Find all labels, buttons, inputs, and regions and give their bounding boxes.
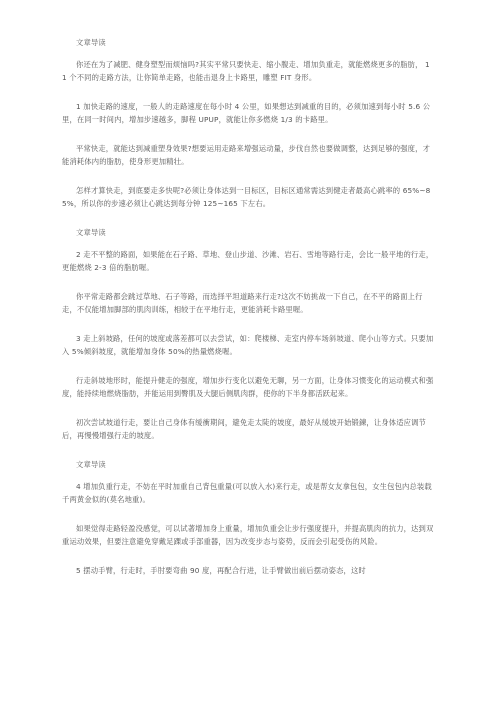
paragraph: 行走斜坡地形时，能提升健走的强度，增加步行变化以避免无聊，另一方面，让身体习惯变化的运动模式和强度，能持续地燃烧脂肪，并能运用到臀肌及大腿后侧肌肉群，使你的下半身都活跃起来。 [62,376,434,398]
section-heading: 文章导读 [76,38,106,47]
paragraph: 4 增加负重行走，不妨在平时加重自己背包重量(可以放入水)来行走，或是帮女友拿包包，女生包包内总装载千两黄金似的(莫名地重)。 [62,482,432,504]
paragraph: 3 走上斜坡路，任何的坡度或落差都可以去尝试，如：爬楼梯、走室内停车场斜坡道、爬小山等方式。只要加入 5%倾斜坡度，就能增加身体 50%的热量燃烧喔。 [62,334,434,356]
paragraph: 平常快走，就能达到减重塑身效果?想要运用走路来增强运动量，步伐自然也要做调整，达到足够的强度，才能消耗体内的脂肪，使身形更加精壮。 [62,144,431,166]
paragraph: 怎样才算快走，到底要走多快呢?必须让身体达到一目标区，目标区通常需达到健走者最高心跳率的 65%~85%，所以你的步速必须让心跳达到每分钟 125~165 下左右。 [62,186,431,208]
section-heading: 文章导读 [76,460,106,469]
paragraph: 你平常走路都会跳过草地、石子等路，而选择平坦道路来行走?这次不妨挑战一下自己，在不平的路面上行走，不仅能增加脚部的肌肉训练，相较于在平地行走，更能消耗卡路里喔。 [62,292,423,314]
document-body [62,36,434,593]
paragraph: 初次尝试坡道行走，要让自己身体有缓衝期间，避免走太陡的坡度，最好从缓坡开始锻鍊，让身体适应调节后，再慢慢增强行走的坡度。 [62,418,426,440]
paragraph: 2 走不平整的路面，如果能在石子路、草地、登山步道、沙滩、岩石、雪地等路行走，会比一般平地的行走，更能燃烧 2-3 倍的脂肪喔。 [62,250,434,272]
paragraph: 如果觉得走路轻盈没感觉，可以试著增加身上重量，增加负重会让步行强度提升，并提高肌肉的抗力，达到双重运动效果，但要注意避免穿戴足踝或手部重器，因为改变步态与姿势，反而会引起受伤的风险。 [62,524,434,546]
paragraph: 5 摆动手臂，行走时，手肘要弯曲 90 度，再配合行进，让手臂做出前后摆动姿态，这时 [76,566,366,575]
paragraph: 1 加快走路的速度，一般人的走路速度在每小时 4 公里，如果想达到减重的目的，必须加速到每小时 5.6 公里，在同一时间内，增加步速越多，脚程 UPUP，就能让你多燃烧 1/3 的卡路里。 [62,102,431,124]
paragraph: 你还在为了减肥、健身塑型而烦恼吗?其实平常只要快走、缩小腹走、增加负重走，就能燃烧更多的脂肪， 11 个不同的走路方法，让你简单走路，也能击退身上卡路里，雕塑 FIT 身形。 [62,60,430,82]
section-heading: 文章导读 [76,228,106,237]
